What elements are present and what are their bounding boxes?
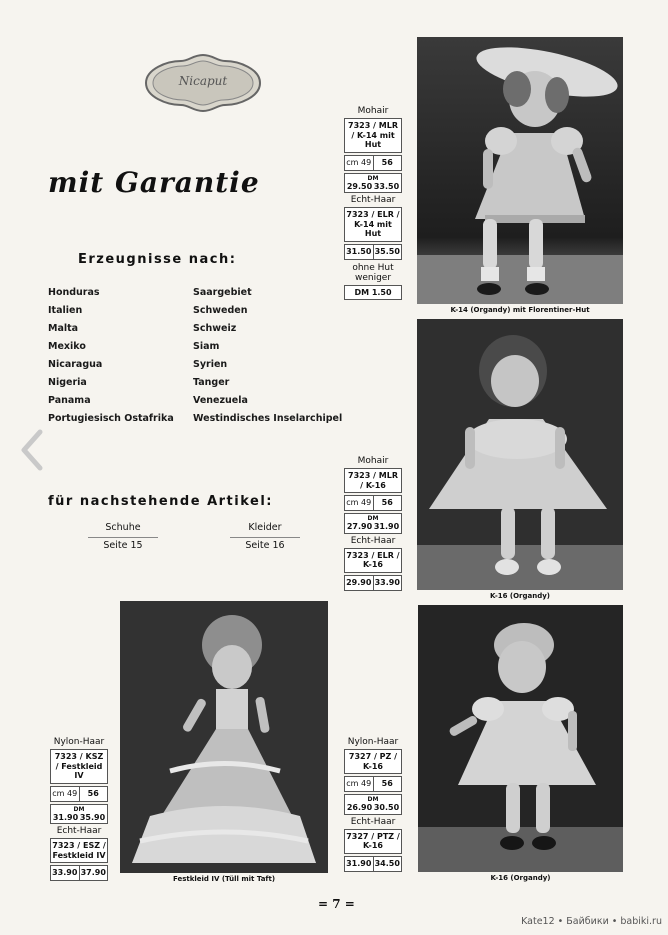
list-item: Malta [48, 323, 79, 334]
photo-caption: K-16 (Organdy) [490, 592, 550, 600]
watermark: Kate12 • Байбики • babiki.ru [521, 916, 662, 927]
article-code: 7323 / KSZ / Festkleid IV [50, 749, 108, 784]
photo-caption: K-16 (Organdy) [490, 874, 551, 882]
list-item: Saargebiet [193, 287, 252, 298]
hat-note: ohne Hut weniger [352, 262, 394, 283]
price-card [344, 173, 402, 194]
brand-logo [143, 52, 263, 114]
article-code: 7327 / PTZ / K-16 [344, 829, 402, 854]
price-row: 29.90 33.90 [344, 575, 402, 591]
article-code: 7323 / MLR / K-14 mit Hut [344, 118, 402, 153]
hat-note-price: DM 1.50 [344, 285, 402, 301]
size-row: cm 49 56 [50, 786, 108, 802]
price: 33.50 [373, 181, 400, 191]
doll-photo-k16-a [417, 319, 623, 590]
list-item: Nigeria [48, 377, 87, 388]
country-list-right [193, 284, 342, 428]
list-item: Honduras [48, 287, 100, 298]
price-card [344, 794, 402, 815]
size-row: cm 49 56 [344, 495, 402, 511]
page-number: = 7 = [318, 897, 355, 911]
hair-type: Echt-Haar [350, 195, 396, 205]
hair-type: Mohair [357, 456, 389, 466]
country-list-left [48, 284, 174, 428]
article-name: Kleider [248, 522, 282, 533]
currency: DM [367, 515, 379, 522]
price: 26.90 [346, 803, 373, 812]
hair-type: Echt-Haar [350, 816, 396, 827]
hair-type: Echt-Haar [56, 826, 102, 836]
price-row: 31.90 34.50 [344, 856, 402, 872]
list-item: Westindisches Inselarchipel [193, 413, 343, 424]
doll-photo-k14-hat [417, 37, 623, 304]
hair-type: Echt-Haar [350, 535, 396, 546]
products-heading: Erzeugnisse nach: [78, 252, 237, 267]
article-code: 7323 / ESZ / Festkleid IV [50, 838, 108, 863]
list-item: Schweden [193, 305, 248, 316]
articles-heading: für nachstehende Artikel: [48, 494, 273, 509]
list-item: Mexiko [48, 341, 86, 352]
list-item: Schweiz [193, 323, 237, 334]
list-item: Italien [48, 305, 83, 316]
price-row: 31.50 35.50 [344, 244, 402, 260]
list-item: Tanger [193, 377, 230, 388]
price-block-k14-hat [344, 105, 402, 302]
hair-type: Nylon-Haar [347, 737, 399, 747]
price: 27.90 [346, 522, 373, 531]
doll-photo-festkleid [120, 601, 328, 873]
price-block-k16-a [344, 455, 402, 593]
article-page: Seite 15 [103, 540, 143, 551]
doll-photo-k16-b [418, 605, 623, 872]
size-row: cm 49 56 [344, 155, 402, 171]
price-block-festkleid [50, 736, 108, 883]
list-item: Portugiesisch Ostafrika [48, 413, 174, 424]
price: 35.90 [79, 812, 106, 822]
price-row: 33.90 37.90 [50, 865, 108, 881]
article-code: 7323 / ELR / K-14 mit Hut [344, 207, 402, 242]
previous-page-arrow[interactable] [18, 428, 48, 472]
price: 29.50 [346, 181, 373, 191]
article-name: Schuhe [105, 522, 141, 533]
list-item: Panama [48, 395, 91, 406]
list-item: Syrien [193, 359, 228, 370]
size-row: cm 49 56 [344, 776, 402, 792]
chevron-left-icon [18, 428, 48, 472]
article-shoes [88, 522, 158, 551]
price: 31.90 [373, 522, 400, 531]
hair-type: Nylon-Haar [53, 737, 105, 747]
hair-type: Mohair [357, 106, 389, 116]
article-dresses [230, 522, 300, 551]
article-page: Seite 16 [245, 540, 285, 551]
list-item: Venezuela [193, 395, 248, 406]
page-title: mit Garantie [48, 166, 260, 199]
currency: DM [367, 796, 379, 803]
price-card [344, 513, 402, 534]
photo-caption: K-14 (Organdy) mit Florentiner-Hut [450, 306, 590, 314]
currency: DM [367, 174, 379, 182]
list-item: Nicaragua [48, 359, 103, 370]
price: 31.90 [52, 812, 79, 822]
brand-name: Nicaput [178, 74, 228, 88]
list-item: Siam [193, 341, 220, 352]
article-code: 7327 / PZ / K-16 [344, 749, 402, 774]
price: 30.50 [373, 803, 400, 812]
price-block-k16-b [344, 736, 402, 874]
photo-caption: Festkleid IV (Tüll mit Taft) [172, 875, 276, 883]
price-card [50, 804, 108, 825]
currency: DM [73, 805, 85, 813]
article-code: 7323 / ELR / K-16 [344, 548, 402, 573]
article-code: 7323 / MLR / K-16 [344, 468, 402, 493]
